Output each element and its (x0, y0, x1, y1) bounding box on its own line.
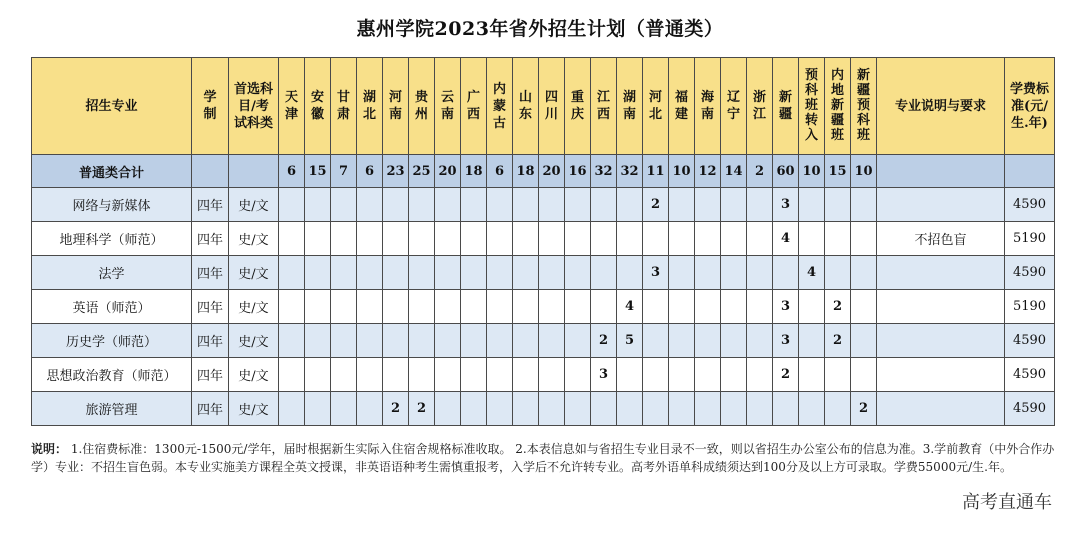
quota-cell (461, 188, 487, 222)
header-province-label: 天津 (284, 90, 298, 122)
quota-cell (669, 188, 695, 222)
total-value: 25 (409, 155, 435, 188)
quota-cell (617, 392, 643, 426)
quota-cell (487, 256, 513, 290)
quota-cell (643, 392, 669, 426)
total-value: 15 (305, 155, 331, 188)
total-fee-cell (1005, 155, 1055, 188)
quota-cell (461, 358, 487, 392)
header-province-label: 内地新疆班 (830, 68, 844, 143)
quota-cell (747, 290, 773, 324)
header-subject-label: 首选科目/考试科类 (233, 81, 273, 131)
quota-cell (617, 256, 643, 290)
subject-category: 史/文 (229, 290, 279, 324)
quota-cell (435, 290, 461, 324)
quota-cell (409, 358, 435, 392)
quota-cell: 5 (617, 324, 643, 358)
quota-cell (279, 256, 305, 290)
header-province-label: 新疆 (778, 90, 792, 122)
header-province-label: 河南 (388, 90, 402, 122)
quota-cell (565, 324, 591, 358)
header-province (539, 58, 565, 155)
quota-cell (513, 256, 539, 290)
total-value: 18 (461, 155, 487, 188)
header-province-label: 福建 (674, 90, 688, 122)
table-row (32, 290, 1055, 324)
quota-cell (799, 188, 825, 222)
quota-cell (617, 358, 643, 392)
quota-cell (747, 222, 773, 256)
quota-cell: 3 (773, 324, 799, 358)
quota-cell (331, 188, 357, 222)
subject-category: 史/文 (229, 222, 279, 256)
header-province-label: 湖北 (362, 90, 376, 122)
quota-cell (851, 324, 877, 358)
enrollment-plan-table (31, 57, 1055, 426)
quota-cell (305, 358, 331, 392)
major-name: 旅游管理 (32, 392, 192, 426)
table-row (32, 222, 1055, 256)
quota-cell (331, 358, 357, 392)
header-province (513, 58, 539, 155)
total-value: 20 (539, 155, 565, 188)
header-province (617, 58, 643, 155)
quota-cell (799, 222, 825, 256)
major-name: 思想政治教育（师范） (32, 358, 192, 392)
quota-cell (513, 392, 539, 426)
notes-label: 说明： (31, 442, 68, 456)
quota-cell: 2 (825, 290, 851, 324)
total-value: 2 (747, 155, 773, 188)
quota-cell: 2 (409, 392, 435, 426)
quota-cell (721, 392, 747, 426)
quota-cell (617, 188, 643, 222)
quota-cell (305, 256, 331, 290)
quota-cell (643, 290, 669, 324)
quota-cell: 4 (617, 290, 643, 324)
major-name: 历史学（师范） (32, 324, 192, 358)
total-value: 15 (825, 155, 851, 188)
tuition-fee: 5190 (1005, 290, 1055, 324)
quota-cell (721, 358, 747, 392)
header-fee (1005, 58, 1055, 155)
header-province-label: 预科班转入 (804, 68, 818, 143)
quota-cell (435, 392, 461, 426)
header-province (461, 58, 487, 155)
quota-cell (695, 256, 721, 290)
quota-cell (721, 324, 747, 358)
quota-cell (357, 324, 383, 358)
quota-cell (435, 358, 461, 392)
total-value: 32 (617, 155, 643, 188)
quota-cell (461, 392, 487, 426)
quota-cell (825, 222, 851, 256)
header-province-label: 重庆 (570, 90, 584, 122)
quota-cell (383, 222, 409, 256)
quota-cell (487, 358, 513, 392)
quota-cell: 3 (643, 256, 669, 290)
quota-cell (331, 324, 357, 358)
quota-cell (331, 256, 357, 290)
header-province-label: 四川 (544, 90, 558, 122)
total-value: 10 (851, 155, 877, 188)
major-name: 地理科学（师范） (32, 222, 192, 256)
quota-cell (487, 392, 513, 426)
quota-cell: 3 (773, 290, 799, 324)
header-province (825, 58, 851, 155)
quota-cell: 2 (851, 392, 877, 426)
header-years (192, 58, 229, 155)
quota-cell (539, 358, 565, 392)
quota-cell (279, 324, 305, 358)
quota-cell (773, 392, 799, 426)
quota-cell (747, 256, 773, 290)
quota-cell (539, 222, 565, 256)
quota-cell (539, 256, 565, 290)
header-major: 招生专业 (32, 58, 192, 155)
quota-cell (565, 358, 591, 392)
tuition-fee: 4590 (1005, 358, 1055, 392)
quota-cell (825, 358, 851, 392)
quota-cell (799, 392, 825, 426)
quota-cell (747, 392, 773, 426)
total-subject-cell (229, 155, 279, 188)
quota-cell (487, 222, 513, 256)
quota-cell (435, 256, 461, 290)
header-fee-label: 学费标准(元/生.年) (1009, 81, 1049, 131)
subject-category: 史/文 (229, 188, 279, 222)
table-row (32, 188, 1055, 222)
table-row (32, 392, 1055, 426)
quota-cell: 2 (591, 324, 617, 358)
header-province-label: 海南 (700, 90, 714, 122)
total-value: 6 (279, 155, 305, 188)
quota-cell (721, 290, 747, 324)
quota-cell (461, 290, 487, 324)
subject-category: 史/文 (229, 256, 279, 290)
quota-cell (591, 392, 617, 426)
total-value: 12 (695, 155, 721, 188)
header-province-label: 新疆预科班 (856, 68, 870, 143)
header-province-label: 河北 (648, 90, 662, 122)
quota-cell (565, 222, 591, 256)
study-years: 四年 (192, 324, 229, 358)
header-province (851, 58, 877, 155)
header-province (695, 58, 721, 155)
tuition-fee: 4590 (1005, 256, 1055, 290)
major-name: 英语（师范） (32, 290, 192, 324)
quota-cell: 2 (643, 188, 669, 222)
quota-cell (279, 188, 305, 222)
quota-cell (357, 188, 383, 222)
quota-cell (383, 324, 409, 358)
major-note (877, 290, 1005, 324)
study-years: 四年 (192, 256, 229, 290)
quota-cell (565, 290, 591, 324)
quota-cell (591, 290, 617, 324)
quota-cell (357, 256, 383, 290)
quota-cell (461, 256, 487, 290)
header-province (383, 58, 409, 155)
quota-cell: 3 (591, 358, 617, 392)
header-province-label: 山东 (518, 90, 532, 122)
quota-cell (383, 358, 409, 392)
major-note (877, 358, 1005, 392)
quota-cell (331, 290, 357, 324)
quota-cell (825, 392, 851, 426)
study-years: 四年 (192, 188, 229, 222)
total-value: 23 (383, 155, 409, 188)
quota-cell: 2 (383, 392, 409, 426)
header-province-label: 江西 (596, 90, 610, 122)
total-value: 6 (487, 155, 513, 188)
quota-cell (565, 256, 591, 290)
header-province (773, 58, 799, 155)
quota-cell (799, 324, 825, 358)
footnotes (31, 440, 1056, 476)
total-note-cell (877, 155, 1005, 188)
tuition-fee: 4590 (1005, 392, 1055, 426)
quota-cell (669, 392, 695, 426)
total-value: 14 (721, 155, 747, 188)
quota-cell (591, 256, 617, 290)
header-province (331, 58, 357, 155)
quota-cell (279, 222, 305, 256)
header-province (669, 58, 695, 155)
quota-cell (695, 188, 721, 222)
quota-cell (513, 222, 539, 256)
quota-cell (279, 392, 305, 426)
quota-cell: 3 (773, 188, 799, 222)
quota-cell (695, 222, 721, 256)
quota-cell (695, 392, 721, 426)
quota-cell (305, 290, 331, 324)
quota-cell (435, 324, 461, 358)
quota-cell (383, 290, 409, 324)
total-row (32, 155, 1055, 188)
major-name: 网络与新媒体 (32, 188, 192, 222)
quota-cell (669, 358, 695, 392)
quota-cell (669, 290, 695, 324)
study-years: 四年 (192, 358, 229, 392)
quota-cell (435, 222, 461, 256)
quota-cell (643, 222, 669, 256)
quota-cell (409, 188, 435, 222)
quota-cell (799, 358, 825, 392)
header-province (357, 58, 383, 155)
total-label: 普通类合计 (32, 155, 192, 188)
quota-cell (721, 256, 747, 290)
subject-category: 史/文 (229, 392, 279, 426)
total-value: 18 (513, 155, 539, 188)
header-province-label: 内蒙古 (492, 81, 506, 131)
quota-cell (357, 358, 383, 392)
quota-cell (565, 188, 591, 222)
quota-cell (331, 392, 357, 426)
total-value: 7 (331, 155, 357, 188)
quota-cell (747, 188, 773, 222)
total-value: 60 (773, 155, 799, 188)
header-province (565, 58, 591, 155)
quota-cell (409, 290, 435, 324)
total-value: 10 (669, 155, 695, 188)
quota-cell (825, 188, 851, 222)
quota-cell (357, 392, 383, 426)
quota-cell (721, 222, 747, 256)
major-note (877, 392, 1005, 426)
header-province-label: 辽宁 (726, 90, 740, 122)
quota-cell (695, 290, 721, 324)
study-years: 四年 (192, 222, 229, 256)
header-province-label: 广西 (466, 90, 480, 122)
quota-cell (487, 188, 513, 222)
quota-cell (617, 222, 643, 256)
header-years-label: 学制 (203, 90, 217, 122)
header-province (409, 58, 435, 155)
quota-cell (825, 256, 851, 290)
quota-cell (747, 358, 773, 392)
quota-cell (435, 188, 461, 222)
header-note: 专业说明与要求 (877, 58, 1005, 155)
major-note: 不招色盲 (877, 222, 1005, 256)
quota-cell (799, 290, 825, 324)
header-province (643, 58, 669, 155)
header-province-label: 贵州 (414, 90, 428, 122)
quota-cell (487, 290, 513, 324)
table-header-row (32, 58, 1055, 155)
total-value: 32 (591, 155, 617, 188)
header-province (799, 58, 825, 155)
quota-cell (279, 290, 305, 324)
total-value: 6 (357, 155, 383, 188)
header-province (305, 58, 331, 155)
major-name: 法学 (32, 256, 192, 290)
quota-cell (409, 222, 435, 256)
header-province-label: 云南 (440, 90, 454, 122)
quota-cell (305, 392, 331, 426)
total-value: 20 (435, 155, 461, 188)
quota-cell (409, 256, 435, 290)
quota-cell (695, 358, 721, 392)
tuition-fee: 4590 (1005, 324, 1055, 358)
quota-cell: 4 (799, 256, 825, 290)
major-note (877, 256, 1005, 290)
watermark: 高考直通车 (962, 492, 1052, 513)
quota-cell (409, 324, 435, 358)
total-value: 16 (565, 155, 591, 188)
tuition-fee: 4590 (1005, 188, 1055, 222)
quota-cell (591, 222, 617, 256)
quota-cell (539, 290, 565, 324)
header-province (591, 58, 617, 155)
quota-cell (331, 222, 357, 256)
study-years: 四年 (192, 290, 229, 324)
quota-cell (747, 324, 773, 358)
quota-cell (851, 222, 877, 256)
quota-cell (513, 290, 539, 324)
table-row (32, 358, 1055, 392)
quota-cell: 2 (825, 324, 851, 358)
page-title: 惠州学院2023年省外招生计划（普通类） (356, 18, 724, 40)
major-note (877, 324, 1005, 358)
quota-cell (851, 358, 877, 392)
study-years: 四年 (192, 392, 229, 426)
quota-cell (643, 358, 669, 392)
header-province (721, 58, 747, 155)
quota-cell (357, 290, 383, 324)
total-value: 11 (643, 155, 669, 188)
header-province (279, 58, 305, 155)
quota-cell (669, 324, 695, 358)
tuition-fee: 5190 (1005, 222, 1055, 256)
quota-cell (461, 324, 487, 358)
quota-cell (513, 324, 539, 358)
quota-cell (539, 188, 565, 222)
quota-cell (305, 222, 331, 256)
quota-cell (539, 392, 565, 426)
quota-cell (851, 290, 877, 324)
quota-cell (851, 188, 877, 222)
quota-cell (643, 324, 669, 358)
quota-cell (539, 324, 565, 358)
notes-text: 1.住宿费标准：1300元-1500元/学年，届时根据新生实际入住宿舍规格标准收取。 2.本表信息如与省招生专业目录不一致，则以省招生办公室公布的信息为准。3.学前教育（中外合作办学）专业：不招生盲色弱。本专业实施美方课程全英文授课，非英语语种考生需慎重报考，入学后不允许转专业。高考外语单科成绩须达到100分及以上方可录取。学费55000元/生.年。 (31, 442, 1055, 474)
quota-cell (695, 324, 721, 358)
major-note (877, 188, 1005, 222)
header-subject (229, 58, 279, 155)
header-province-label: 湖南 (622, 90, 636, 122)
header-province-label: 安徽 (310, 90, 324, 122)
subject-category: 史/文 (229, 358, 279, 392)
quota-cell: 2 (773, 358, 799, 392)
quota-cell (513, 358, 539, 392)
header-province (747, 58, 773, 155)
total-years-cell (192, 155, 229, 188)
quota-cell (669, 222, 695, 256)
quota-cell (357, 222, 383, 256)
quota-cell (383, 256, 409, 290)
quota-cell (721, 188, 747, 222)
quota-cell (851, 256, 877, 290)
quota-cell (565, 392, 591, 426)
quota-cell (461, 222, 487, 256)
header-province-label: 甘肃 (336, 90, 350, 122)
table-row (32, 256, 1055, 290)
quota-cell (513, 188, 539, 222)
quota-cell (773, 256, 799, 290)
total-value: 10 (799, 155, 825, 188)
quota-cell (305, 188, 331, 222)
quota-cell (591, 188, 617, 222)
header-province-label: 浙江 (752, 90, 766, 122)
table-row (32, 324, 1055, 358)
header-province (435, 58, 461, 155)
quota-cell (669, 256, 695, 290)
subject-category: 史/文 (229, 324, 279, 358)
header-province (487, 58, 513, 155)
quota-cell (305, 324, 331, 358)
quota-cell (279, 358, 305, 392)
quota-cell (487, 324, 513, 358)
quota-cell (383, 188, 409, 222)
quota-cell: 4 (773, 222, 799, 256)
